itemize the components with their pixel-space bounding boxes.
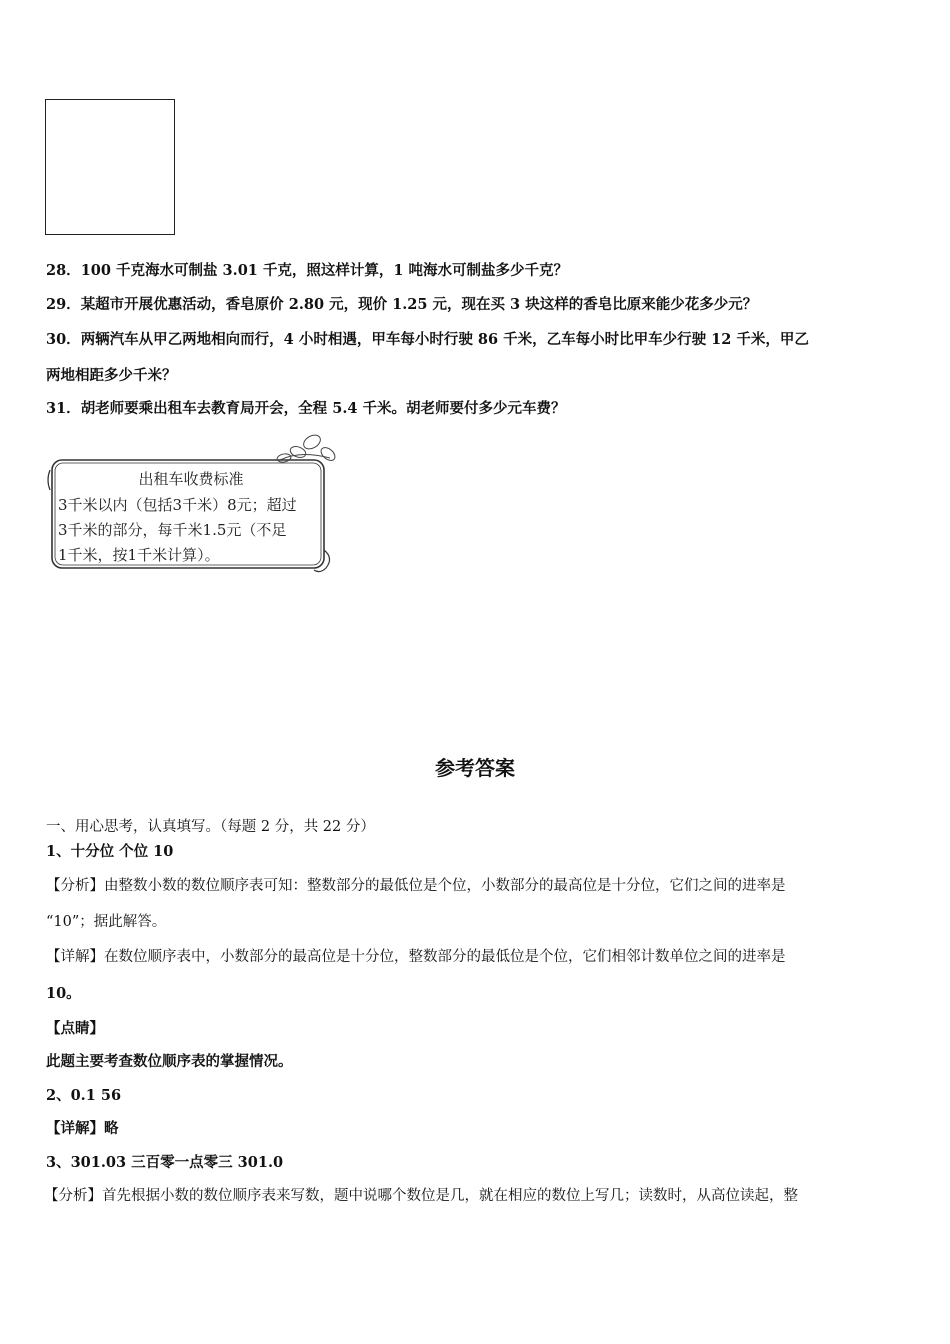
question-30: 30．两辆汽车从甲乙两地相向而行，4 小时相遇，甲车每小时行驶 86 千米，乙车每小时比甲车少行驶 12 千米，甲乙	[46, 331, 809, 348]
answer-line: 【分析】首先根据小数的数位顺序表来写数，题中说哪个数位是几，就在相应的数位上写几；读数时，从高位读起，整	[44, 1188, 798, 1204]
fare-line-1: 3千米以内（包括3千米）8元；超过	[58, 496, 297, 514]
question-30-continued: 两地相距多少千米？	[46, 367, 177, 384]
fare-line-3: 1千米，按1千米计算）。	[58, 546, 220, 564]
question-28: 28．100 千克海水可制盐 3.01 千克，照这样计算，1 吨海水可制盐多少千克？	[46, 262, 569, 279]
question-31: 31．胡老师要乘出租车去教育局开会，全程 5.4 千米。胡老师要付多少元车费？	[46, 400, 566, 417]
answer-line: 2、0.1 56	[46, 1087, 122, 1104]
leaf-decoration-icon	[276, 432, 337, 463]
answer-line: 【详解】略	[46, 1120, 119, 1137]
answer-line: 【详解】在数位顺序表中，小数部分的最高位是十分位，整数部分的最低位是个位，它们相邻计数单位之间的进率是	[46, 949, 786, 965]
answer-line: “10”；据此解答。	[46, 914, 167, 930]
answer-section-1: 一、用心思考，认真填写。（每题 2 分，共 22 分）	[46, 819, 375, 835]
answers-heading: 参考答案	[435, 756, 515, 780]
fare-card-title: 出租车收费标准	[138, 470, 244, 488]
question-29: 29．某超市开展优惠活动，香皂原价 2.80 元，现价 1.25 元，现在买 3 块这样的香皂比原来能少花多少元？	[46, 296, 758, 313]
answer-line: 3、301.03 三百零一点零三 301.0	[46, 1154, 284, 1171]
taxi-fare-card	[44, 430, 338, 575]
answer-line: 10。	[46, 985, 81, 1002]
answer-line: 【点睛】	[46, 1020, 104, 1037]
answer-line: 1、十分位 个位 10	[46, 843, 174, 860]
answer-line: 此题主要考查数位顺序表的掌握情况。	[46, 1053, 293, 1070]
answer-blank-box	[45, 99, 175, 235]
answer-line: 【分析】由整数小数的数位顺序表可知：整数部分的最低位是个位，小数部分的最高位是十分位，它们之间的进率是	[46, 878, 786, 894]
fare-line-2: 3千米的部分，每千米1.5元（不足	[58, 521, 287, 539]
